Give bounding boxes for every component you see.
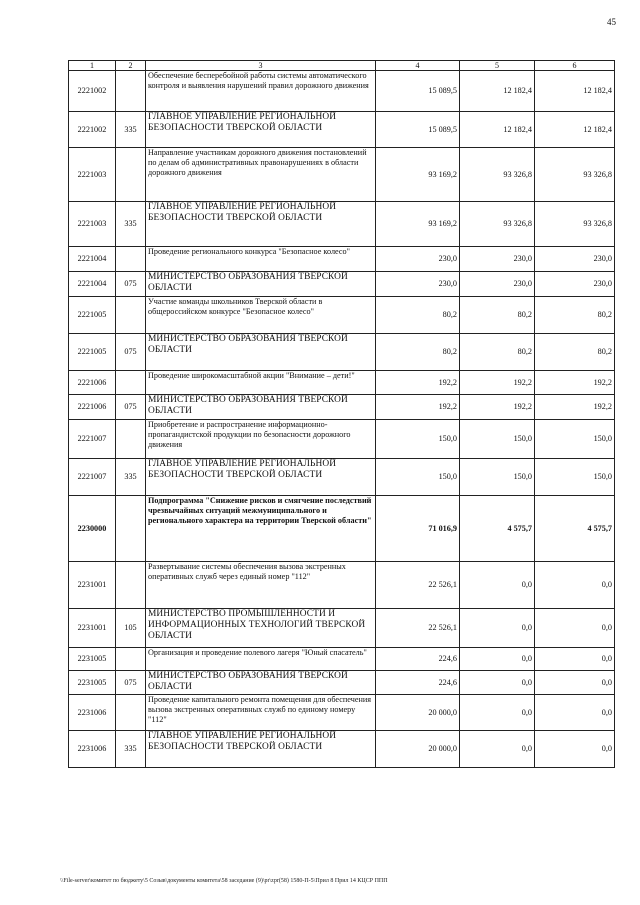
row-description-cell: Участие команды школьников Тверской области в общероссийском конкурсе "Безопасное колесо": [146, 297, 376, 334]
row-description-cell: Проведение регионального конкурса "Безопасное колесо": [146, 247, 376, 272]
row-code-cell: 2221004: [69, 272, 116, 297]
row-description-cell: МИНИСТЕРСТВО ОБРАЗОВАНИЯ ТВЕРСКОЙ ОБЛАСТИ: [146, 671, 376, 695]
row-value-4-cell: 150,0: [376, 420, 460, 459]
row-description-cell: Обеспечение бесперебойной работы системы автоматического контроля и выявления нарушений правил дорожного движения: [146, 71, 376, 112]
table-row: [69, 395, 615, 420]
row-value-5-cell: 192,2: [460, 395, 535, 420]
row-value-4-cell: 80,2: [376, 297, 460, 334]
header-row: [69, 61, 615, 71]
row-ministry-cell: 075: [116, 671, 146, 695]
footer-file-path: \\File-server\комитет по бюджету\5 Созыв\документы комитета\58 заседание (9)\pr\zpr(58) 1580-П-5\Прил 8 Прил 14 КЦСР ППП: [60, 878, 388, 884]
row-description-cell: Развертывание системы обеспечения вызова экстренных оперативных служб через единый номер "112": [146, 562, 376, 609]
row-value-4-cell: 93 169,2: [376, 148, 460, 202]
row-description-cell: ГЛАВНОЕ УПРАВЛЕНИЕ РЕГИОНАЛЬНОЙ БЕЗОПАСНОСТИ ТВЕРСКОЙ ОБЛАСТИ: [146, 112, 376, 148]
row-ministry-cell: [116, 496, 146, 562]
table-row: [69, 202, 615, 247]
table-row: [69, 71, 615, 112]
row-ministry-cell: [116, 71, 146, 112]
column-header: 1: [69, 61, 116, 71]
row-code-cell: 2221005: [69, 334, 116, 371]
row-description-cell: Приобретение и распространение информационно-пропагандистской продукции по безопасности дорожного движения: [146, 420, 376, 459]
row-value-5-cell: 80,2: [460, 334, 535, 371]
row-description-cell: ГЛАВНОЕ УПРАВЛЕНИЕ РЕГИОНАЛЬНОЙ БЕЗОПАСНОСТИ ТВЕРСКОЙ ОБЛАСТИ: [146, 459, 376, 496]
row-value-5-cell: 230,0: [460, 247, 535, 272]
row-code-cell: 2221004: [69, 247, 116, 272]
row-code-cell: 2230000: [69, 496, 116, 562]
row-code-cell: 2221002: [69, 71, 116, 112]
row-description-cell: МИНИСТЕРСТВО ОБРАЗОВАНИЯ ТВЕРСКОЙ ОБЛАСТИ: [146, 334, 376, 371]
row-ministry-cell: [116, 371, 146, 395]
row-value-6-cell: 0,0: [535, 731, 615, 768]
row-value-6-cell: 93 326,8: [535, 202, 615, 247]
row-code-cell: 2221006: [69, 395, 116, 420]
row-value-6-cell: 0,0: [535, 648, 615, 671]
row-value-4-cell: 93 169,2: [376, 202, 460, 247]
row-description-cell: Направление участникам дорожного движения постановлений по делам об административных правонарушениях в области дорожного движения: [146, 148, 376, 202]
row-code-cell: 2221002: [69, 112, 116, 148]
row-value-6-cell: 12 182,4: [535, 71, 615, 112]
table-row: [69, 496, 615, 562]
row-code-cell: 2221003: [69, 202, 116, 247]
row-ministry-cell: [116, 648, 146, 671]
row-ministry-cell: [116, 247, 146, 272]
row-code-cell: 2231001: [69, 609, 116, 648]
row-value-4-cell: 150,0: [376, 459, 460, 496]
row-ministry-cell: [116, 695, 146, 731]
row-description-cell: МИНИСТЕРСТВО ПРОМЫШЛЕННОСТИ И ИНФОРМАЦИОННЫХ ТЕХНОЛОГИЙ ТВЕРСКОЙ ОБЛАСТИ: [146, 609, 376, 648]
row-value-4-cell: 192,2: [376, 395, 460, 420]
row-code-cell: 2231006: [69, 731, 116, 768]
row-description-cell: Проведение капитального ремонта помещения для обеспечения вызова экстренных оперативных служб по единому номеру "112": [146, 695, 376, 731]
row-value-5-cell: 4 575,7: [460, 496, 535, 562]
row-description-cell: Организация и проведение полевого лагеря "Юный спасатель": [146, 648, 376, 671]
row-code-cell: 2231006: [69, 695, 116, 731]
row-value-4-cell: 224,6: [376, 671, 460, 695]
table-row: [69, 112, 615, 148]
row-value-5-cell: 230,0: [460, 272, 535, 297]
row-ministry-cell: 075: [116, 334, 146, 371]
column-header: 6: [535, 61, 615, 71]
table-row: [69, 459, 615, 496]
row-value-5-cell: 12 182,4: [460, 71, 535, 112]
row-value-4-cell: 224,6: [376, 648, 460, 671]
table-row: [69, 334, 615, 371]
row-value-5-cell: 93 326,8: [460, 202, 535, 247]
table-row: [69, 648, 615, 671]
row-ministry-cell: 075: [116, 272, 146, 297]
column-header: 4: [376, 61, 460, 71]
table-row: [69, 272, 615, 297]
row-value-5-cell: 0,0: [460, 562, 535, 609]
row-code-cell: 2221007: [69, 420, 116, 459]
row-value-6-cell: 192,2: [535, 395, 615, 420]
column-header: 5: [460, 61, 535, 71]
row-value-6-cell: 80,2: [535, 297, 615, 334]
row-value-6-cell: 150,0: [535, 420, 615, 459]
column-header: 3: [146, 61, 376, 71]
row-value-4-cell: 230,0: [376, 272, 460, 297]
table-row: [69, 297, 615, 334]
row-value-5-cell: 12 182,4: [460, 112, 535, 148]
row-value-6-cell: 93 326,8: [535, 148, 615, 202]
row-code-cell: 2231005: [69, 648, 116, 671]
row-value-6-cell: 12 182,4: [535, 112, 615, 148]
row-value-6-cell: 0,0: [535, 671, 615, 695]
row-code-cell: 2221007: [69, 459, 116, 496]
row-ministry-cell: 335: [116, 112, 146, 148]
row-value-4-cell: 22 526,1: [376, 562, 460, 609]
row-value-5-cell: 150,0: [460, 459, 535, 496]
row-value-4-cell: 22 526,1: [376, 609, 460, 648]
row-value-4-cell: 80,2: [376, 334, 460, 371]
row-code-cell: 2231005: [69, 671, 116, 695]
row-value-6-cell: 230,0: [535, 247, 615, 272]
table-row: [69, 695, 615, 731]
row-code-cell: 2221003: [69, 148, 116, 202]
table-row: [69, 420, 615, 459]
table-row: [69, 731, 615, 768]
row-code-cell: 2231001: [69, 562, 116, 609]
row-value-4-cell: 15 089,5: [376, 71, 460, 112]
row-value-6-cell: 0,0: [535, 695, 615, 731]
row-value-4-cell: 20 000,0: [376, 695, 460, 731]
row-description-cell: Проведение широкомасштабной акции "Внимание – дети!": [146, 371, 376, 395]
row-value-5-cell: 80,2: [460, 297, 535, 334]
row-value-5-cell: 93 326,8: [460, 148, 535, 202]
row-description-cell: ГЛАВНОЕ УПРАВЛЕНИЕ РЕГИОНАЛЬНОЙ БЕЗОПАСНОСТИ ТВЕРСКОЙ ОБЛАСТИ: [146, 731, 376, 768]
budget-table: [68, 60, 615, 768]
row-value-6-cell: 192,2: [535, 371, 615, 395]
row-value-5-cell: 0,0: [460, 648, 535, 671]
row-description-cell: МИНИСТЕРСТВО ОБРАЗОВАНИЯ ТВЕРСКОЙ ОБЛАСТИ: [146, 395, 376, 420]
row-description-cell: МИНИСТЕРСТВО ОБРАЗОВАНИЯ ТВЕРСКОЙ ОБЛАСТИ: [146, 272, 376, 297]
row-ministry-cell: [116, 297, 146, 334]
row-ministry-cell: 335: [116, 202, 146, 247]
row-value-5-cell: 0,0: [460, 731, 535, 768]
row-value-4-cell: 20 000,0: [376, 731, 460, 768]
row-value-6-cell: 0,0: [535, 609, 615, 648]
row-value-5-cell: 0,0: [460, 695, 535, 731]
table-row: [69, 671, 615, 695]
table-row: [69, 148, 615, 202]
row-ministry-cell: [116, 562, 146, 609]
row-description-cell: Подпрограмма "Снижение рисков и смягчение последствий чрезвычайных ситуаций межмуниципального и регионального характера на территории Тверской области": [146, 496, 376, 562]
row-ministry-cell: 075: [116, 395, 146, 420]
row-ministry-cell: 105: [116, 609, 146, 648]
row-value-6-cell: 4 575,7: [535, 496, 615, 562]
page-number: 45: [607, 17, 616, 27]
table-row: [69, 371, 615, 395]
table-row: [69, 609, 615, 648]
row-code-cell: 2221005: [69, 297, 116, 334]
row-ministry-cell: 335: [116, 731, 146, 768]
row-value-6-cell: 0,0: [535, 562, 615, 609]
row-value-6-cell: 150,0: [535, 459, 615, 496]
row-value-5-cell: 0,0: [460, 671, 535, 695]
row-code-cell: 2221006: [69, 371, 116, 395]
table-body: [69, 71, 615, 768]
row-value-4-cell: 192,2: [376, 371, 460, 395]
row-value-6-cell: 80,2: [535, 334, 615, 371]
row-value-4-cell: 71 016,9: [376, 496, 460, 562]
row-value-5-cell: 150,0: [460, 420, 535, 459]
row-value-5-cell: 0,0: [460, 609, 535, 648]
row-ministry-cell: 335: [116, 459, 146, 496]
row-ministry-cell: [116, 420, 146, 459]
column-header: 2: [116, 61, 146, 71]
row-value-5-cell: 192,2: [460, 371, 535, 395]
row-value-4-cell: 230,0: [376, 247, 460, 272]
table-row: [69, 247, 615, 272]
row-value-4-cell: 15 089,5: [376, 112, 460, 148]
table-row: [69, 562, 615, 609]
row-value-6-cell: 230,0: [535, 272, 615, 297]
row-description-cell: ГЛАВНОЕ УПРАВЛЕНИЕ РЕГИОНАЛЬНОЙ БЕЗОПАСНОСТИ ТВЕРСКОЙ ОБЛАСТИ: [146, 202, 376, 247]
row-ministry-cell: [116, 148, 146, 202]
